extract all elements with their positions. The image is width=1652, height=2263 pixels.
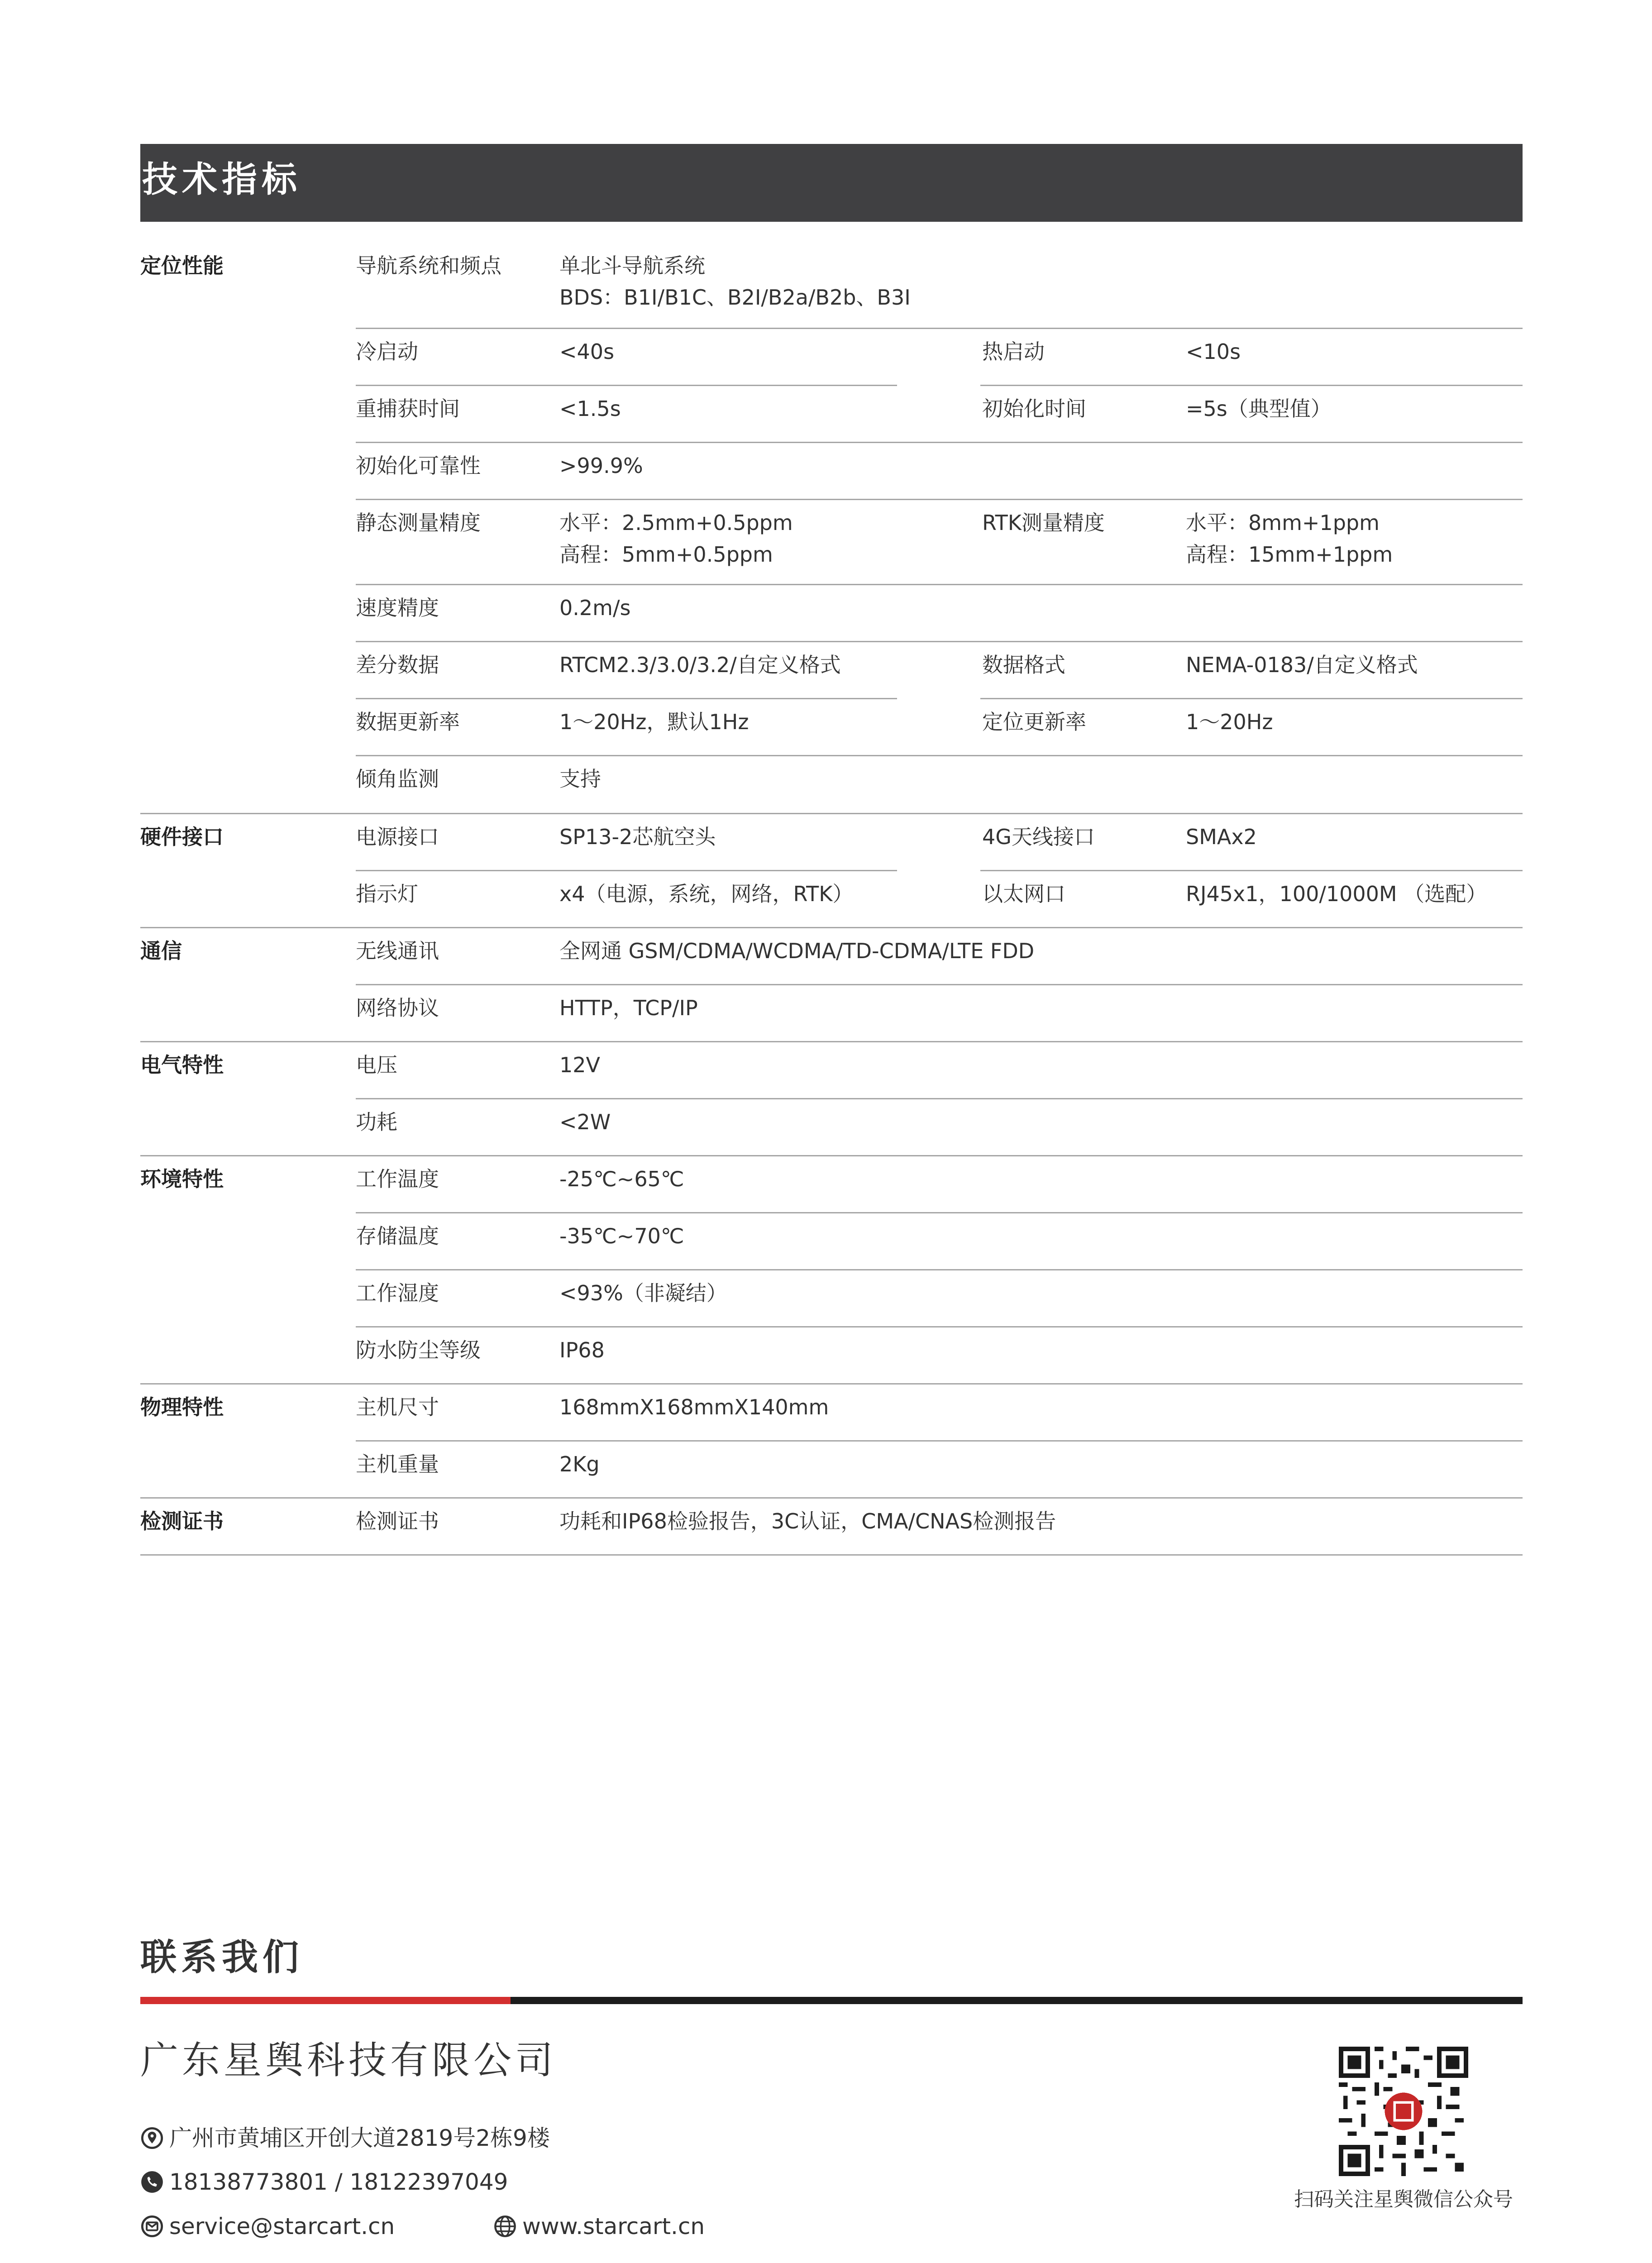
email-text[interactable]: service@starcart.cn bbox=[169, 2213, 395, 2239]
spec-value: <1.5s bbox=[559, 396, 621, 421]
spec-value: <2W bbox=[559, 1110, 611, 1134]
row-divider bbox=[356, 1098, 1523, 1099]
spec-label: 速度精度 bbox=[356, 596, 439, 620]
spec-value: -35℃~70℃ bbox=[559, 1224, 684, 1248]
spec-label: 冷启动 bbox=[356, 339, 418, 364]
spec-label: 静态测量精度 bbox=[356, 511, 481, 535]
row-divider bbox=[356, 755, 1523, 756]
spec-value: 12V bbox=[559, 1053, 601, 1077]
phone-icon bbox=[140, 2170, 164, 2194]
email-line bbox=[140, 2215, 395, 2238]
spec-value: <10s bbox=[1186, 339, 1241, 364]
spec-label: 倾角监测 bbox=[356, 767, 439, 791]
row-divider bbox=[356, 984, 1523, 985]
spec-category: 定位性能 bbox=[140, 253, 224, 278]
spec-header bbox=[140, 144, 1523, 222]
spec-label: 重捕获时间 bbox=[356, 396, 460, 421]
spec-value: HTTP，TCP/IP bbox=[559, 996, 698, 1020]
company-name: 广东星舆科技有限公司 bbox=[140, 2038, 557, 2082]
spec-label: 网络协议 bbox=[356, 996, 439, 1020]
spec-value: 2Kg bbox=[559, 1452, 600, 1476]
spec-value: -25℃~65℃ bbox=[559, 1167, 684, 1191]
spec-label: 无线通讯 bbox=[356, 939, 439, 963]
divider-bar bbox=[511, 1997, 1523, 2004]
spec-label: 电源接口 bbox=[356, 825, 439, 849]
spec-category: 电气特性 bbox=[140, 1053, 224, 1077]
spec-label: 数据更新率 bbox=[356, 710, 460, 734]
spec-label: 电压 bbox=[356, 1053, 397, 1077]
spec-value: 功耗和IP68检验报告，3C认证，CMA/CNAS检测报告 bbox=[559, 1509, 1056, 1533]
category-divider bbox=[140, 927, 1523, 928]
row-divider bbox=[356, 1212, 1523, 1213]
qr-code-icon bbox=[1339, 2047, 1468, 2176]
email-icon bbox=[140, 2215, 164, 2238]
row-divider bbox=[980, 385, 1523, 386]
website-line bbox=[493, 2215, 705, 2238]
address-text: 广州市黄埔区开创大道2819号2栋9楼 bbox=[169, 2125, 550, 2151]
contact-title: 联系我们 bbox=[140, 1936, 303, 1978]
row-divider bbox=[356, 1326, 1523, 1327]
spec-title: 技术指标 bbox=[142, 159, 302, 200]
spec-label: RTK测量精度 bbox=[982, 511, 1105, 535]
spec-value: 单北斗导航系统 BDS：B1I/B1C、B2I/B2a/B2b、B3I bbox=[559, 253, 911, 310]
spec-label: 4G天线接口 bbox=[982, 825, 1095, 849]
spec-value: 1～20Hz bbox=[1186, 710, 1273, 734]
spec-value: RTCM2.3/3.0/3.2/自定义格式 bbox=[559, 653, 841, 677]
spec-value: 水平：2.5mm+0.5ppm 高程：5mm+0.5ppm bbox=[559, 511, 793, 567]
row-divider bbox=[356, 698, 897, 699]
row-divider bbox=[356, 584, 1523, 585]
spec-label: 工作湿度 bbox=[356, 1281, 439, 1305]
spec-label: 以太网口 bbox=[982, 882, 1065, 906]
spec-value: 1～20Hz，默认1Hz bbox=[559, 710, 749, 734]
spec-value: 支持 bbox=[559, 767, 601, 791]
qr-caption: 扫码关注星舆微信公众号 bbox=[1294, 2188, 1513, 2211]
row-divider bbox=[356, 1269, 1523, 1270]
spec-value: 168mmX168mmX140mm bbox=[559, 1395, 829, 1419]
website-text[interactable]: www.starcart.cn bbox=[522, 2213, 705, 2239]
spec-label: 初始化可靠性 bbox=[356, 454, 481, 478]
spec-label: 存储温度 bbox=[356, 1224, 439, 1248]
spec-value: 水平：8mm+1ppm 高程：15mm+1ppm bbox=[1186, 511, 1393, 567]
spec-category: 检测证书 bbox=[140, 1509, 224, 1533]
category-divider bbox=[140, 1554, 1523, 1556]
category-divider bbox=[140, 1497, 1523, 1499]
location-icon bbox=[140, 2126, 164, 2150]
phone-text[interactable]: 18138773801 / 18122397049 bbox=[169, 2169, 508, 2195]
spec-label: 定位更新率 bbox=[982, 710, 1086, 734]
spec-value: x4（电源，系统，网络，RTK） bbox=[559, 882, 854, 906]
spec-value: SP13-2芯航空头 bbox=[559, 825, 716, 849]
address-line bbox=[140, 2126, 550, 2150]
spec-value: <40s bbox=[559, 339, 615, 364]
spec-label: 工作温度 bbox=[356, 1167, 439, 1191]
spec-label: 导航系统和频点 bbox=[356, 253, 501, 278]
category-divider bbox=[140, 1041, 1523, 1042]
spec-label: 初始化时间 bbox=[982, 396, 1086, 421]
spec-value: SMAx2 bbox=[1186, 825, 1257, 849]
spec-value: NEMA-0183/自定义格式 bbox=[1186, 653, 1418, 677]
phone-line bbox=[140, 2170, 508, 2194]
spec-category: 硬件接口 bbox=[140, 825, 224, 849]
spec-label: 指示灯 bbox=[356, 882, 418, 906]
category-divider bbox=[140, 813, 1523, 814]
spec-value: >99.9% bbox=[559, 454, 643, 478]
spec-label: 主机重量 bbox=[356, 1452, 439, 1476]
spec-label: 主机尺寸 bbox=[356, 1395, 439, 1419]
row-divider bbox=[356, 385, 897, 386]
row-divider bbox=[356, 1440, 1523, 1442]
category-divider bbox=[140, 1383, 1523, 1385]
row-divider bbox=[356, 641, 1523, 642]
spec-label: 差分数据 bbox=[356, 653, 439, 677]
accent-bar bbox=[140, 1997, 511, 2004]
spec-label: 功耗 bbox=[356, 1110, 397, 1134]
spec-label: 数据格式 bbox=[982, 653, 1065, 677]
spec-value: 全网通 GSM/CDMA/WCDMA/TD-CDMA/LTE FDD bbox=[559, 939, 1035, 963]
spec-value: IP68 bbox=[559, 1338, 605, 1362]
spec-label: 检测证书 bbox=[356, 1509, 439, 1533]
category-divider bbox=[140, 1155, 1523, 1156]
row-divider bbox=[980, 870, 1523, 871]
row-divider bbox=[356, 328, 1523, 329]
spec-category: 物理特性 bbox=[140, 1395, 224, 1419]
spec-category: 环境特性 bbox=[140, 1167, 224, 1191]
spec-value: <93%（非凝结） bbox=[559, 1281, 727, 1305]
row-divider bbox=[356, 442, 1523, 443]
row-divider bbox=[356, 870, 897, 871]
row-divider bbox=[356, 499, 1523, 500]
spec-label: 热启动 bbox=[982, 339, 1045, 364]
spec-category: 通信 bbox=[140, 939, 182, 963]
spec-value: 0.2m/s bbox=[559, 596, 631, 620]
row-divider bbox=[980, 698, 1523, 699]
spec-value: RJ45x1，100/1000M （选配） bbox=[1186, 882, 1487, 906]
spec-value: =5s（典型值） bbox=[1186, 396, 1332, 421]
globe-icon bbox=[493, 2215, 517, 2238]
spec-label: 防水防尘等级 bbox=[356, 1338, 481, 1362]
